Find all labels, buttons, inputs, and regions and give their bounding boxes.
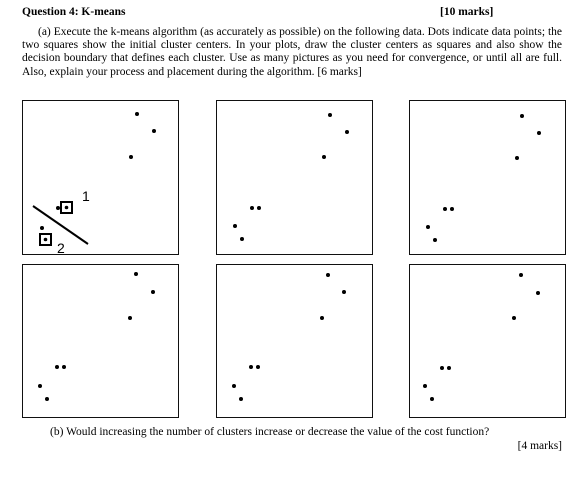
plot-panel-2	[216, 100, 373, 255]
data-point	[450, 207, 454, 211]
part-b	[22, 426, 562, 453]
cluster-center-2-dot	[44, 238, 48, 242]
part-a-body: (a) Execute the k-means algorithm (as accurately as possible) on the following data. Dots indicate data points; the two squares show the initial cluster centers. In your plots, draw the cluster centers as squares and also show the decision boundary that defines each cluster. Use as many pictures as you need for convergence, or until all are full. Also, explain your process and placement during the algorithm. [6 marks]	[22, 26, 562, 78]
data-point	[40, 226, 44, 230]
plot-panel-6-canvas	[410, 265, 567, 419]
data-point	[55, 365, 59, 369]
data-point	[257, 206, 261, 210]
cluster-center-2-label: 2	[57, 240, 65, 256]
data-point	[249, 365, 253, 369]
data-point	[134, 272, 138, 276]
part-b-marks: [4 marks]	[517, 439, 562, 452]
data-point	[433, 238, 437, 242]
plot-panel-1-canvas	[23, 101, 180, 256]
data-point	[322, 155, 326, 159]
data-point	[232, 384, 236, 388]
data-point	[152, 129, 156, 133]
data-point	[233, 224, 237, 228]
data-point	[519, 273, 523, 277]
data-point	[128, 316, 132, 320]
plot-panel-1	[22, 100, 179, 255]
data-point	[342, 290, 346, 294]
data-point	[62, 365, 66, 369]
data-point	[515, 156, 519, 160]
question-marks: [10 marks]	[440, 6, 494, 18]
data-point	[151, 290, 155, 294]
plot-panel-3	[409, 100, 566, 255]
data-point	[423, 384, 427, 388]
data-point	[537, 131, 541, 135]
data-point	[320, 316, 324, 320]
plot-panel-2-canvas	[217, 101, 374, 256]
plot-panel-3-canvas	[410, 101, 567, 256]
part-b-text: (b) Would increasing the number of clusters increase or decrease the value of the cost function?	[50, 426, 490, 438]
plot-panel-4-canvas	[23, 265, 180, 419]
data-point	[256, 365, 260, 369]
plot-panel-5	[216, 264, 373, 418]
data-point	[426, 225, 430, 229]
data-point	[443, 207, 447, 211]
data-point	[447, 366, 451, 370]
question-title: Question 4: K-means	[22, 6, 126, 18]
cluster-center-1-label: 1	[82, 188, 90, 204]
data-point	[520, 114, 524, 118]
data-point	[430, 397, 434, 401]
data-point	[56, 206, 60, 210]
data-point	[328, 113, 332, 117]
data-point	[345, 130, 349, 134]
data-point	[129, 155, 133, 159]
data-point	[38, 384, 42, 388]
data-point	[45, 397, 49, 401]
data-point	[536, 291, 540, 295]
plot-panel-5-canvas	[217, 265, 374, 419]
data-point	[326, 273, 330, 277]
data-point	[250, 206, 254, 210]
part-a-text	[22, 26, 562, 79]
plot-panel-6	[409, 264, 566, 418]
data-point	[240, 237, 244, 241]
cluster-center-1-dot	[65, 206, 69, 210]
data-point	[440, 366, 444, 370]
data-point	[512, 316, 516, 320]
plot-panel-4	[22, 264, 179, 418]
data-point	[239, 397, 243, 401]
data-point	[135, 112, 139, 116]
